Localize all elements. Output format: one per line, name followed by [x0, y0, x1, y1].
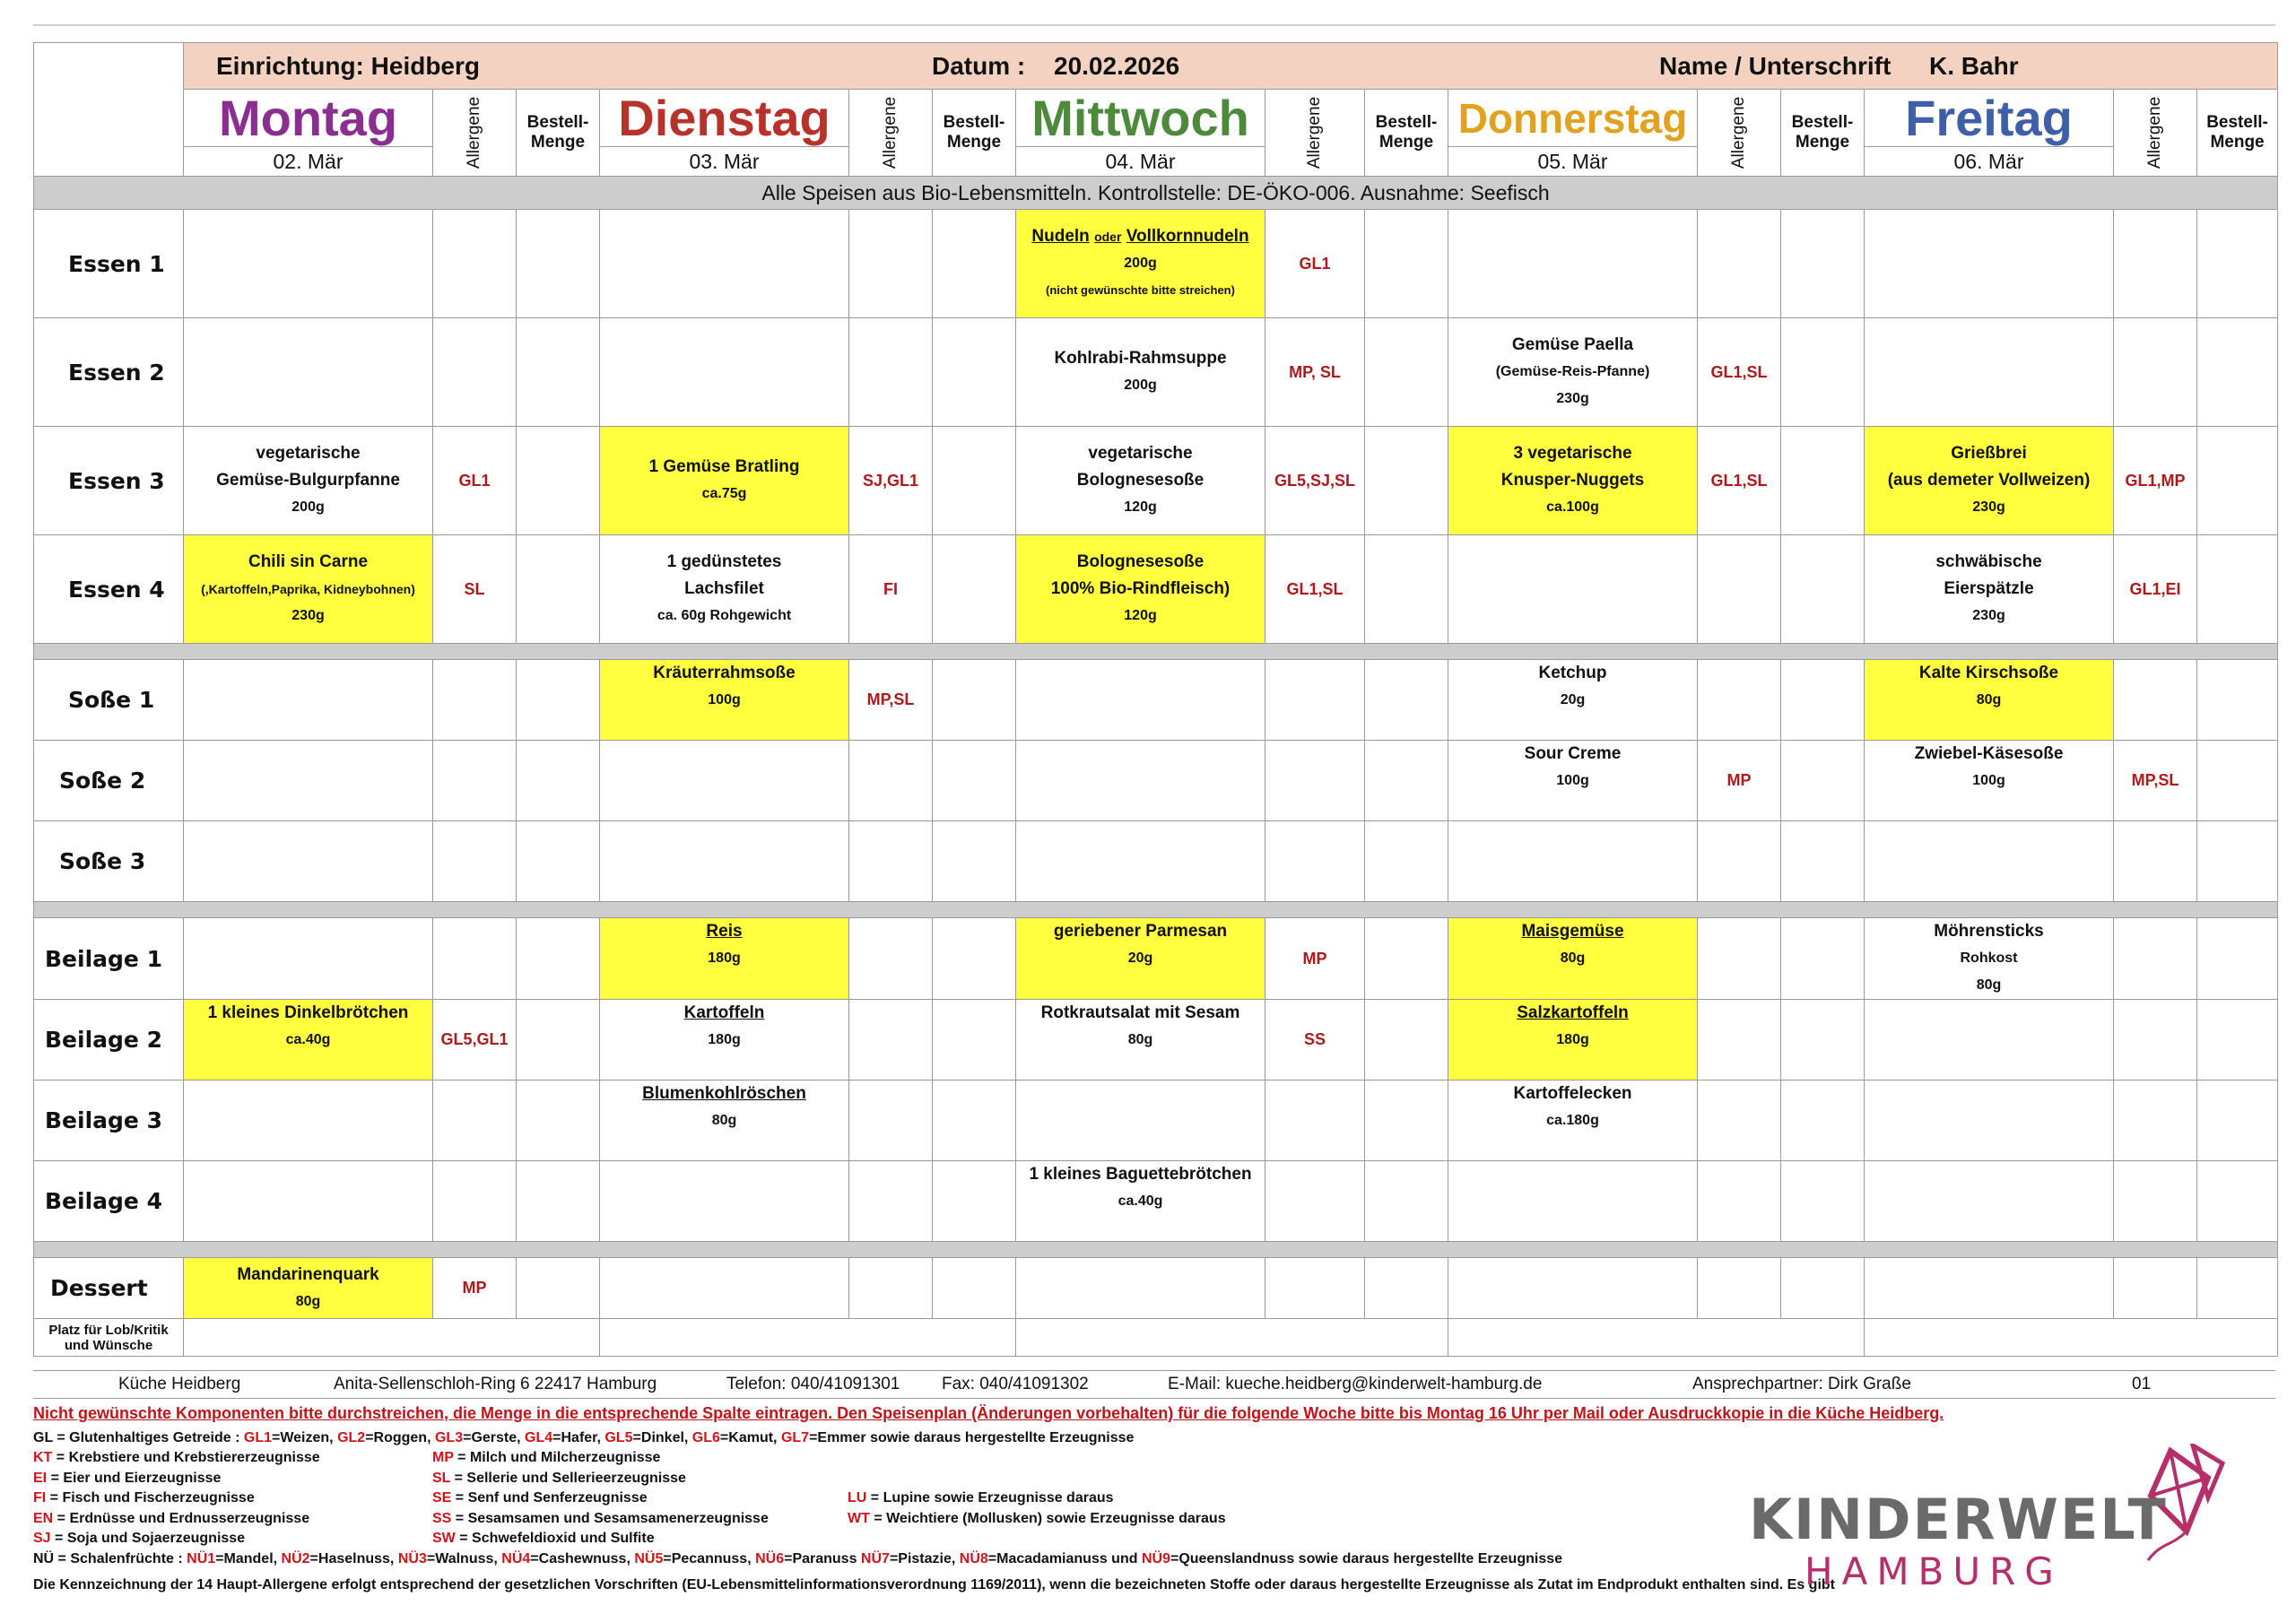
contact-person: Ansprechpartner: Dirk Graße — [1692, 1375, 1911, 1393]
day-name: Mittwoch — [1031, 89, 1249, 146]
allergen-cell — [2114, 210, 2197, 318]
cell-do-essen3[interactable]: 3 vegetarische Knusper-Nuggets ca.100g — [1448, 427, 1698, 535]
order-qty-cell[interactable] — [517, 918, 600, 1000]
allergen-cell — [1265, 821, 1365, 902]
name-label: Name / Unterschrift — [1659, 52, 1892, 80]
order-qty-cell[interactable] — [1365, 821, 1448, 902]
cell-fr-essen3[interactable]: Grießbrei (aus demeter Vollweizen) 230g — [1865, 427, 2114, 535]
feedback-mi[interactable] — [1016, 1319, 1448, 1357]
order-qty-cell[interactable] — [2197, 660, 2278, 741]
allergen-cell: GL1,SL — [1265, 535, 1365, 644]
cell-fr-beilage2[interactable] — [1865, 1000, 2114, 1081]
order-qty-cell[interactable] — [933, 318, 1016, 427]
day-date: 03. Mär — [600, 146, 848, 176]
logo-text-hamburg: HAMBURG — [1805, 1549, 2063, 1593]
allergen-cell — [849, 741, 933, 821]
allergen-cell: MP,SL — [849, 660, 933, 741]
order-qty-cell[interactable] — [2197, 821, 2278, 902]
cell-fr-sosse3[interactable] — [1865, 821, 2114, 902]
allergen-cell — [849, 210, 933, 318]
order-qty-cell[interactable] — [1781, 210, 1865, 318]
cell-mo-sosse3[interactable] — [184, 821, 433, 902]
allergen-cell — [1698, 1258, 1781, 1319]
separator — [34, 644, 2278, 660]
bestell-header: Bestell- Menge — [1365, 90, 1448, 177]
cell-mi-beilage3[interactable] — [1016, 1081, 1265, 1161]
order-qty-cell[interactable] — [2197, 427, 2278, 535]
allergen-cell — [2114, 1161, 2197, 1242]
cell-di-sosse3[interactable] — [600, 821, 849, 902]
cell-mo-essen3[interactable]: vegetarische Gemüse-Bulgurpfanne 200g — [184, 427, 433, 535]
order-qty-cell[interactable] — [517, 318, 600, 427]
order-qty-cell[interactable] — [1781, 660, 1865, 741]
cell-fr-dessert[interactable] — [1865, 1258, 2114, 1319]
allergen-cell — [433, 318, 517, 427]
allergen-cell — [433, 821, 517, 902]
cell-fr-essen2[interactable] — [1865, 318, 2114, 427]
allergen-cell — [1265, 1081, 1365, 1161]
order-qty-cell[interactable] — [1365, 1258, 1448, 1319]
day-date: 05. Mär — [1448, 146, 1697, 176]
corner-cell — [34, 43, 184, 90]
order-qty-cell[interactable] — [1365, 741, 1448, 821]
cell-fr-beilage1[interactable]: Möhrensticks Rohkost 80g — [1865, 918, 2114, 1000]
cell-fr-beilage4[interactable] — [1865, 1161, 2114, 1242]
allergen-cell: MP,SL — [2114, 741, 2197, 821]
order-qty-cell[interactable] — [2197, 535, 2278, 644]
order-qty-cell[interactable] — [2197, 1161, 2278, 1242]
allergen-cell — [2114, 660, 2197, 741]
allergen-cell: GL1,EI — [2114, 535, 2197, 644]
cell-di-dessert[interactable] — [600, 1258, 849, 1319]
order-qty-cell[interactable] — [517, 660, 600, 741]
order-qty-cell[interactable] — [1781, 821, 1865, 902]
allergen-cell — [433, 741, 517, 821]
cell-mi-beilage1[interactable]: geriebener Parmesan 20g — [1016, 918, 1265, 1000]
row-label-essen-2: Essen 2 — [34, 318, 184, 427]
day-header-mittwoch — [1016, 90, 1265, 177]
red-instruction: Nicht gewünschte Komponenten bitte durchstreichen, die Menge in die entsprechende Spalte eintragen. Den Speisenplan (Änderungen vorbehalten) für die folgende Woche bitte bis Montag 16 Uhr per Mail oder Ausdruckkopie in die Küche Heidberg. — [33, 1404, 1944, 1422]
address-footer — [33, 1370, 2275, 1399]
allergen-cell — [1265, 741, 1365, 821]
row-label-essen-1: Essen 1 — [34, 210, 184, 318]
row-label-dessert: Dessert — [34, 1258, 184, 1319]
allergen-cell — [2114, 1000, 2197, 1081]
order-qty-cell[interactable] — [1365, 1081, 1448, 1161]
cell-do-sosse2[interactable]: Sour Creme 100g — [1448, 741, 1698, 821]
cell-mo-essen4[interactable]: Chili sin Carne (,Kartoffeln,Paprika, Kidneybohnen) 230g — [184, 535, 433, 644]
cell-fr-essen4[interactable]: schwäbische Eierspätzle 230g — [1865, 535, 2114, 644]
cell-do-essen4[interactable] — [1448, 535, 1698, 644]
cell-mi-essen3[interactable]: vegetarische Bolognesesoße 120g — [1016, 427, 1265, 535]
day-name: Dienstag — [618, 89, 831, 146]
cell-di-beilage2[interactable]: Kartoffeln 180g — [600, 1000, 849, 1081]
kinderwelt-logo — [1749, 1444, 2233, 1592]
allergen-cell — [1698, 821, 1781, 902]
bestell-header: Bestell- Menge — [2197, 90, 2278, 177]
cell-di-beilage1[interactable]: Reis 180g — [600, 918, 849, 1000]
allergen-cell — [1698, 1000, 1781, 1081]
cell-mo-dessert[interactable]: Mandarinenquark 80g — [184, 1258, 433, 1319]
allergene-header: Allergene — [1698, 90, 1781, 177]
datum-value: 20.02.2026 — [1054, 52, 1180, 80]
fax: Fax: 040/41091302 — [942, 1375, 1089, 1393]
cell-do-essen1[interactable] — [1448, 210, 1698, 318]
cell-mi-dessert[interactable] — [1016, 1258, 1265, 1319]
allergen-cell — [2114, 821, 2197, 902]
legend-col2: MP = Milch und Milcherzeugnisse SL = Sellerie und Sellerieerzeugnisse SE = Senf und Senferzeugnisse SS = Sesamsamen und Sesamsamenerzeugnisse SW = Schwefeldioxid und Sulfite — [432, 1450, 769, 1546]
allergen-cell: GL1,SL — [1698, 427, 1781, 535]
allergen-cell — [433, 918, 517, 1000]
allergen-cell: MP — [433, 1258, 517, 1319]
allergen-cell — [1698, 660, 1781, 741]
allergen-cell — [849, 1081, 933, 1161]
order-qty-cell[interactable] — [1781, 741, 1865, 821]
row-label-beilage-4: Beilage 4 — [34, 1161, 184, 1242]
allergen-cell: SJ,GL1 — [849, 427, 933, 535]
cell-mo-essen2[interactable] — [184, 318, 433, 427]
allergen-cell: GL1,MP — [2114, 427, 2197, 535]
allergen-cell — [1265, 1161, 1365, 1242]
legend-gl: GL = Glutenhaltiges Getreide : GL1=Weizen, GL2=Roggen, GL3=Gerste, GL4=Hafer, GL5=Dinkel, GL6=Kamut, GL7=Emmer sowie daraus hergestellte Erzeugnisse — [33, 1430, 1135, 1445]
row-label-sosse-3: Soße 3 — [34, 821, 184, 902]
cell-di-essen2[interactable] — [600, 318, 849, 427]
cell-mi-essen1[interactable]: Nudeln oder Vollkornnudeln 200g (nicht gewünschte bitte streichen) — [1016, 210, 1265, 318]
order-qty-cell[interactable] — [2197, 1081, 2278, 1161]
cell-mo-beilage1[interactable] — [184, 918, 433, 1000]
cell-di-sosse2[interactable] — [600, 741, 849, 821]
address: Anita-Sellenschloh-Ring 6 22417 Hamburg — [334, 1375, 657, 1393]
order-qty-cell[interactable] — [517, 741, 600, 821]
allergen-cell — [849, 1000, 933, 1081]
legend-col1: KT = Krebstiere und Krebstiererzeugnisse EI = Eier und Eierzeugnisse FI = Fisch und Fischerzeugnisse EN = Erdnüsse und Erdnusserzeugnisse SJ = Soja und Sojaerzeugnisse — [33, 1450, 320, 1546]
allergen-cell: MP — [1698, 741, 1781, 821]
order-qty-cell[interactable] — [517, 1161, 600, 1242]
cell-do-beilage2[interactable]: Salzkartoffeln 180g — [1448, 1000, 1698, 1081]
feedback-di[interactable] — [600, 1319, 1016, 1357]
separator — [34, 902, 2278, 918]
feedback-label: Platz für Lob/Kritik und Wünsche — [34, 1319, 184, 1357]
row-label-essen-3: Essen 3 — [34, 427, 184, 535]
cell-di-essen3[interactable]: 1 Gemüse Bratling ca.75g — [600, 427, 849, 535]
allergen-cell — [433, 1081, 517, 1161]
cell-mo-beilage2[interactable]: 1 kleines Dinkelbrötchen ca.40g — [184, 1000, 433, 1081]
cell-di-sosse1[interactable]: Kräuterrahmsoße 100g — [600, 660, 849, 741]
allergen-cell — [1698, 210, 1781, 318]
order-qty-cell[interactable] — [933, 821, 1016, 902]
bio-note: Alle Speisen aus Bio-Lebensmitteln. Kontrollstelle: DE-ÖKO-006. Ausnahme: Seefisch — [34, 177, 2278, 210]
cell-di-essen4[interactable]: 1 gedünstetes Lachsfilet ca. 60g Rohgewicht — [600, 535, 849, 644]
order-qty-cell[interactable] — [933, 1000, 1016, 1081]
order-qty-cell[interactable] — [1365, 318, 1448, 427]
top-rule — [33, 24, 2275, 26]
order-qty-cell[interactable] — [1365, 535, 1448, 644]
legend-nu: NÜ = Schalenfrüchte : NÜ1=Mandel, NÜ2=Haselnuss, NÜ3=Walnuss, NÜ4=Cashewnuss, NÜ5=Pecannuss, NÜ6=Paranuss NÜ7=Pistazie, NÜ8=Macadamianuss und NÜ9=Queenslandnuss sowie daraus hergestellte Erzeugnisse — [33, 1551, 1563, 1567]
cell-mi-sosse1[interactable] — [1016, 660, 1265, 741]
day-date: 06. Mär — [1865, 146, 2113, 176]
order-qty-cell[interactable] — [1781, 535, 1865, 644]
order-qty-cell[interactable] — [517, 427, 600, 535]
name-value: K. Bahr — [1929, 52, 2019, 80]
allergen-cell: GL5,GL1 — [433, 1000, 517, 1081]
cell-do-sosse3[interactable] — [1448, 821, 1698, 902]
cell-mi-beilage2[interactable]: Rotkrautsalat mit Sesam 80g — [1016, 1000, 1265, 1081]
allergen-cell: GL1 — [1265, 210, 1365, 318]
order-qty-cell[interactable] — [933, 660, 1016, 741]
bestell-header: Bestell- Menge — [517, 90, 600, 177]
allergen-cell — [1698, 918, 1781, 1000]
row-label-beilage-1: Beilage 1 — [34, 918, 184, 1000]
allergene-header: Allergene — [433, 90, 517, 177]
day-header-freitag — [1865, 90, 2114, 177]
order-qty-cell[interactable] — [933, 1258, 1016, 1319]
order-qty-cell[interactable] — [2197, 1000, 2278, 1081]
order-qty-cell[interactable] — [933, 1161, 1016, 1242]
legend-col3: LU = Lupine sowie Erzeugnisse daraus WT = Weichtiere (Mollusken) sowie Erzeugnisse daraus — [848, 1490, 1226, 1526]
allergene-header: Allergene — [2114, 90, 2197, 177]
order-qty-cell[interactable] — [517, 821, 600, 902]
allergen-cell — [849, 1161, 933, 1242]
order-qty-cell[interactable] — [517, 535, 600, 644]
cell-mo-sosse1[interactable] — [184, 660, 433, 741]
allergen-cell — [1698, 1161, 1781, 1242]
cell-fr-essen1[interactable] — [1865, 210, 2114, 318]
feedback-fr[interactable] — [1865, 1319, 2278, 1357]
order-qty-cell[interactable] — [1781, 1000, 1865, 1081]
feedback-mo[interactable] — [184, 1319, 600, 1357]
allergen-cell: SL — [433, 535, 517, 644]
day-name: Montag — [218, 89, 398, 146]
order-qty-cell[interactable] — [1365, 660, 1448, 741]
day-header-donnerstag — [1448, 90, 1698, 177]
day-name: Freitag — [1905, 89, 2073, 146]
allergene-header: Allergene — [1265, 90, 1365, 177]
day-name: Donnerstag — [1457, 94, 1688, 142]
menu-plan-table — [33, 42, 2278, 1357]
allergen-cell — [2114, 918, 2197, 1000]
separator — [34, 1242, 2278, 1258]
row-label-sosse-1: Soße 1 — [34, 660, 184, 741]
day-header-montag — [184, 90, 433, 177]
cell-mi-sosse2[interactable] — [1016, 741, 1265, 821]
order-qty-cell[interactable] — [1365, 427, 1448, 535]
header-bar — [184, 43, 2278, 90]
allergen-cell — [1698, 535, 1781, 644]
cell-fr-sosse1[interactable]: Kalte Kirschsoße 80g — [1865, 660, 2114, 741]
order-qty-cell[interactable] — [933, 1081, 1016, 1161]
order-qty-cell[interactable] — [1365, 210, 1448, 318]
corner-cell-2 — [34, 90, 184, 177]
order-qty-cell[interactable] — [517, 210, 600, 318]
order-qty-cell[interactable] — [517, 1081, 600, 1161]
order-qty-cell[interactable] — [933, 427, 1016, 535]
bestell-header: Bestell- Menge — [1781, 90, 1865, 177]
allergen-cell — [849, 821, 933, 902]
cell-do-beilage1[interactable]: Maisgemüse 80g — [1448, 918, 1698, 1000]
row-label-essen-4: Essen 4 — [34, 535, 184, 644]
order-qty-cell[interactable] — [1781, 1161, 1865, 1242]
order-qty-cell[interactable] — [2197, 741, 2278, 821]
cell-mo-essen1[interactable] — [184, 210, 433, 318]
feedback-do[interactable] — [1448, 1319, 1865, 1357]
allergen-cell — [849, 918, 933, 1000]
allergen-cell — [1265, 660, 1365, 741]
order-qty-cell[interactable] — [1781, 427, 1865, 535]
phone: Telefon: 040/41091301 — [726, 1375, 900, 1393]
cell-di-beilage4[interactable] — [600, 1161, 849, 1242]
cell-fr-sosse2[interactable]: Zwiebel-Käsesoße 100g — [1865, 741, 2114, 821]
order-qty-cell[interactable] — [1365, 1000, 1448, 1081]
allergen-cell: GL1 — [433, 427, 517, 535]
cell-di-essen1[interactable] — [600, 210, 849, 318]
order-qty-cell[interactable] — [933, 535, 1016, 644]
legend-kennzeichnung: Die Kennzeichnung der 14 Haupt-Allergene erfolgt entsprechend der gesetzlichen Vorschriften (EU-Lebensmittelinformationsverordnung 1169/2011), wenn die bezeichneten Stoffe oder daraus hergestellte Erzeugnisse als Zutat im Endprodukt enthalten sind. Es gibt — [33, 1577, 1835, 1593]
allergen-cell — [1698, 1081, 1781, 1161]
order-qty-cell[interactable] — [1781, 918, 1865, 1000]
order-qty-cell[interactable] — [2197, 1258, 2278, 1319]
allergen-cell — [2114, 1081, 2197, 1161]
email-link[interactable]: E-Mail: kueche.heidberg@kinderwelt-hamburg.de — [1168, 1375, 1543, 1393]
allergen-cell — [433, 1161, 517, 1242]
order-qty-cell[interactable] — [1365, 1161, 1448, 1242]
order-qty-cell[interactable] — [2197, 210, 2278, 318]
cell-do-dessert[interactable] — [1448, 1258, 1698, 1319]
cell-mi-essen2[interactable]: Kohlrabi-Rahmsuppe 200g — [1016, 318, 1265, 427]
allergen-cell — [433, 660, 517, 741]
allergen-cell — [849, 1258, 933, 1319]
order-qty-cell[interactable] — [933, 741, 1016, 821]
allergen-cell: SS — [1265, 1000, 1365, 1081]
order-qty-cell[interactable] — [933, 210, 1016, 318]
einrichtung: Einrichtung: Heidberg — [216, 52, 480, 80]
cell-mi-beilage4[interactable]: 1 kleines Baguettebrötchen ca.40g — [1016, 1161, 1265, 1242]
day-date: 02. Mär — [184, 146, 432, 176]
allergen-cell: FI — [849, 535, 933, 644]
cell-do-beilage3[interactable]: Kartoffelecken ca.180g — [1448, 1081, 1698, 1161]
order-qty-cell[interactable] — [933, 918, 1016, 1000]
cell-di-beilage3[interactable]: Blumenkohlröschen 80g — [600, 1081, 849, 1161]
allergen-cell: GL1,SL — [1698, 318, 1781, 427]
allergen-cell — [2114, 1258, 2197, 1319]
cell-mo-sosse2[interactable] — [184, 741, 433, 821]
order-qty-cell[interactable] — [517, 1258, 600, 1319]
cell-mo-beilage3[interactable] — [184, 1081, 433, 1161]
order-qty-cell[interactable] — [1781, 318, 1865, 427]
order-qty-cell[interactable] — [2197, 318, 2278, 427]
cell-do-sosse1[interactable]: Ketchup 20g — [1448, 660, 1698, 741]
cell-mi-essen4[interactable]: Bolognesesoße 100% Bio-Rindfleisch) 120g — [1016, 535, 1265, 644]
cell-do-beilage4[interactable] — [1448, 1161, 1698, 1242]
order-qty-cell[interactable] — [517, 1000, 600, 1081]
row-label-beilage-2: Beilage 2 — [34, 1000, 184, 1081]
allergen-cell — [2114, 318, 2197, 427]
day-header-dienstag — [600, 90, 849, 177]
cell-mi-sosse3[interactable] — [1016, 821, 1265, 902]
kueche-name: Küche Heidberg — [118, 1375, 241, 1393]
cell-do-essen2[interactable]: Gemüse Paella (Gemüse-Reis-Pfanne) 230g — [1448, 318, 1698, 427]
day-date: 04. Mär — [1016, 146, 1265, 176]
allergene-header: Allergene — [849, 90, 933, 177]
order-qty-cell[interactable] — [1365, 918, 1448, 1000]
cell-mo-beilage4[interactable] — [184, 1161, 433, 1242]
logo-text-kinderwelt: KINDERWELT — [1749, 1487, 2168, 1552]
row-label-sosse-2: Soße 2 — [34, 741, 184, 821]
allergen-cell: MP — [1265, 918, 1365, 1000]
allergen-cell — [849, 318, 933, 427]
allergen-cell: GL5,SJ,SL — [1265, 427, 1365, 535]
datum-label: Datum : — [932, 52, 1026, 80]
allergen-cell — [433, 210, 517, 318]
page-number: 01 — [2132, 1375, 2152, 1393]
cell-fr-beilage3[interactable] — [1865, 1081, 2114, 1161]
allergen-cell: MP, SL — [1265, 318, 1365, 427]
allergen-cell — [1265, 1258, 1365, 1319]
row-label-beilage-3: Beilage 3 — [34, 1081, 184, 1161]
order-qty-cell[interactable] — [1781, 1258, 1865, 1319]
bestell-header: Bestell- Menge — [933, 90, 1016, 177]
order-qty-cell[interactable] — [1781, 1081, 1865, 1161]
order-qty-cell[interactable] — [2197, 918, 2278, 1000]
